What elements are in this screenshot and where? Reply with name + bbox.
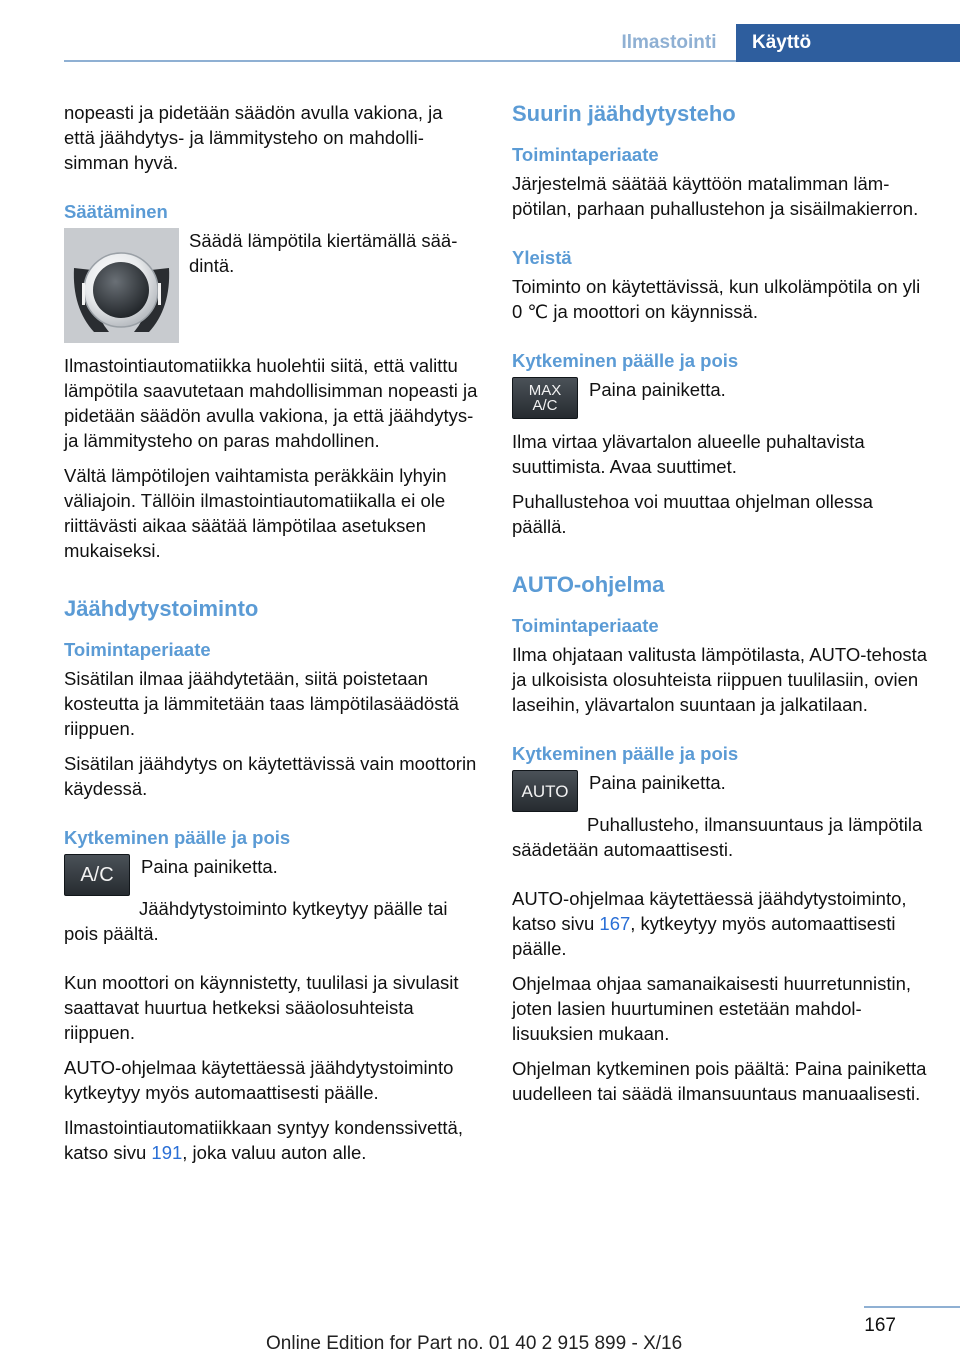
auto-switch-heading: Kytkeminen päälle ja pois [512,743,739,764]
saataminen-paragraph-1: Ilmastointiautomatiikka huolehtii siitä, että valittu lämpötila saavutetaan mahdollisimman nopeasti ja pidetään säädön avulla vakiona, ja että jäähdytys- ja lämmitysteho on paras mahdollinen. [64,355,478,451]
max-button-line-1: MAX [528,382,562,399]
page-number: 167 [864,1315,896,1336]
footer-rule [864,1306,960,1308]
knob-instruction [64,228,478,343]
right-column [512,100,928,1116]
auto-button-instruction [512,770,928,812]
auto-heading: AUTO-ohjelma [512,572,665,597]
page-link-167[interactable]: 167 [599,913,631,934]
auto-button-label: AUTO [521,781,569,801]
max-ac-button-instruction [512,377,928,419]
cooling-paragraph-1: Sisätilan ilmaa jäähdytetään, siitä poistetaan kosteutta ja lämmitetään taas lämpötilasäädöstä riippuen. [64,668,459,739]
cooling-switch-heading: Kytkeminen päälle ja pois [64,827,291,848]
temperature-knob-image [64,228,179,343]
cooling-paragraph-3: Kun moottori on käynnistetty, tuulilasi ja sivulasit saattavat huurtua hetkeksi sääolosuhteista riippuen. [64,972,459,1043]
cooling-paragraph-5: Ilmastointiautomatiikkaan syntyy kondenssivettä, katso sivu 191, joka valuu auton alle. [64,1117,463,1163]
auto-instruction-text-1: Paina painiketta. [589,772,726,793]
max-paragraph-4: Puhallustehoa voi muuttaa ohjelman ollessa päällä. [512,491,873,537]
cooling-principle-heading: Toimintaperiaate [64,639,211,660]
ac-button-instruction [64,854,478,896]
ac-instruction-text-1: Paina painiketta. [141,856,278,877]
max-general-heading: Yleistä [512,247,572,268]
temperature-knob-icon [64,228,179,343]
left-column [64,100,478,1175]
header-chapter-tab: Käyttö [736,24,960,62]
auto-paragraph-3: Ohjelmaa ohjaa samanaikaisesti huurretunnistin, joten lasien huurtuminen estetään mahdollisuuksien mukaan. [512,973,911,1044]
max-button-line-2: A/C [532,397,558,414]
max-paragraph-3: Ilma virtaa ylävartalon alueelle puhaltavista suuttimista. Avaa suuttimet. [512,431,865,477]
max-principle-heading: Toimintaperiaate [512,144,659,165]
auto-paragraph-1: Ilma ohjataan valitusta lämpötilasta, AUTO-tehosta ja ulkoisista olosuhteista riippuen tuulilasiin, ovien laseihin, ylävartalon suuntaan ja jalkatilaan. [512,644,928,715]
auto-button-icon [512,770,578,812]
cooling-paragraph-4: AUTO-ohjelmaa käytettäessä jäähdytystoiminto kytkeytyy myös automaattisesti päälle. [64,1057,454,1103]
max-paragraph-1: Järjestelmä säätää käyttöön matalimman lämpötilan, parhaan puhallustehon ja sisäilmakierron. [512,173,919,219]
ac-instruction-text-2: Jäähdytystoiminto kytkeytyy päälle tai pois päältä. [64,898,448,944]
intro-paragraph: nopeasti ja pidetään säädön avulla vakiona, ja että jäähdytys- ja lämmitysteho on mahdollisimman hyvä. [64,102,443,173]
ac-button-label: A/C [80,863,114,886]
auto-paragraph-4: Ohjelman kytkeminen pois päältä: Paina painiketta uudelleen tai säädä ilmansuuntaus manuaalisesti. [512,1058,927,1104]
header-section-title: Ilmastointi [621,32,717,53]
max-ac-button-icon [512,377,578,419]
edition-footer: Online Edition for Part no. 01 40 2 915 899 - X/16 [266,1333,683,1354]
max-instruction-text: Paina painiketta. [589,379,726,400]
page-link-191[interactable]: 191 [151,1142,183,1163]
ac-button-icon [64,854,130,896]
auto-paragraph-2: AUTO-ohjelmaa käytettäessä jäähdytystoiminto, katso sivu 167, kytkeytyy myös automaattisesti päälle. [512,888,907,959]
auto-instruction-text-2: Puhallusteho, ilmansuuntaus ja lämpötila säädetään automaattisesti. [512,814,923,860]
saataminen-heading: Säätäminen [64,201,168,222]
max-cooling-heading: Suurin jäähdytysteho [512,101,736,126]
max-switch-heading: Kytkeminen päälle ja pois [512,350,739,371]
auto-principle-heading: Toimintaperiaate [512,615,659,636]
cooling-heading: Jäähdytystoiminto [64,596,259,621]
max-paragraph-2: Toiminto on käytettävissä, kun ulkolämpötila on yli 0 ℃ ja moottori on käynnissä. [512,276,921,322]
cooling-paragraph-2: Sisätilan jäähdytys on käytettävissä vain moottorin käydessä. [64,753,477,799]
knob-instruction-text: Säädä lämpötila kiertämällä säädintä. [189,230,458,276]
saataminen-paragraph-2: Vältä lämpötilojen vaihtamista peräkkäin lyhyin väliajoin. Tällöin ilmastointiautomatiikalla ei ole riittävästi aikaa säätää lämpötilaa asetuksen mukaiseksi. [64,465,447,561]
